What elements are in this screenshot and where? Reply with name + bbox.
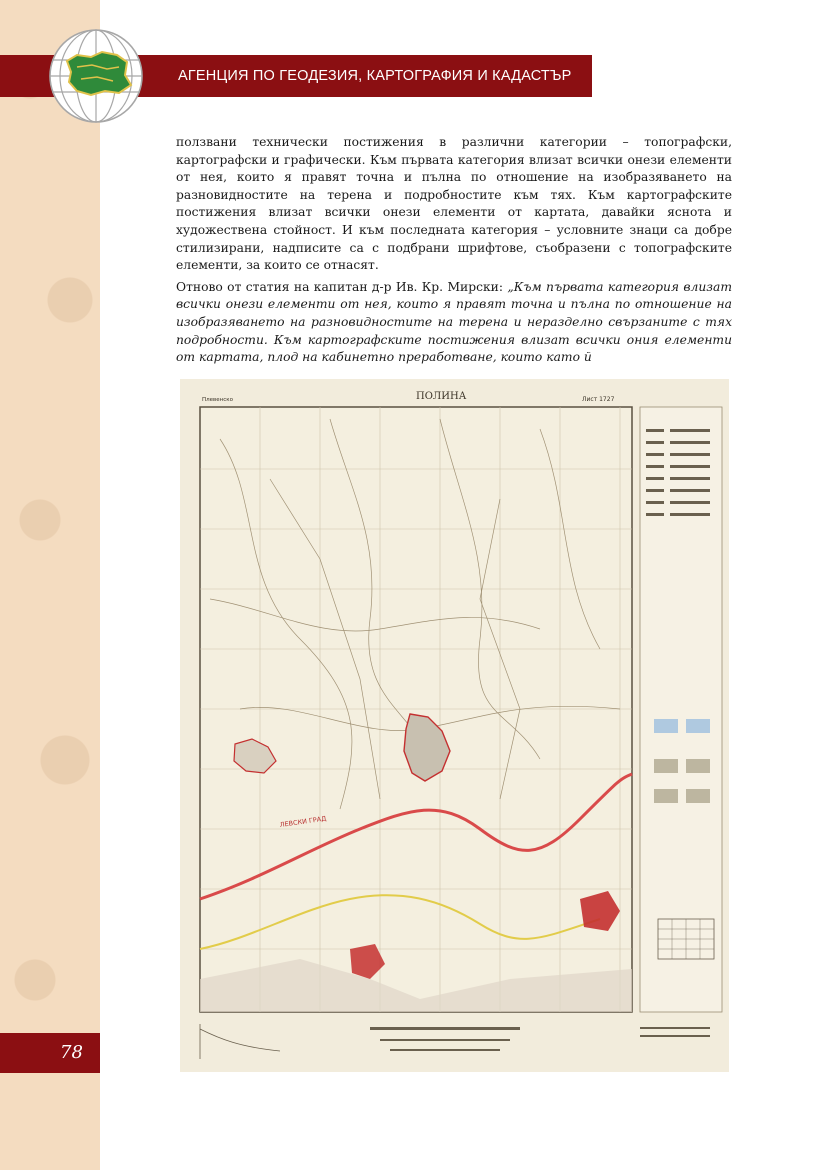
article-text <box>176 134 732 371</box>
decorative-sidebar <box>0 0 100 1170</box>
page-number: 78 <box>60 1042 83 1063</box>
agency-globe-logo <box>47 27 145 125</box>
paragraph-2 <box>176 279 732 367</box>
paragraph-2-lead: Отново от статия на капитан д-р Ив. Кр. Мирски: <box>176 279 508 294</box>
map-river-label: ЛЕВСКИ ГРАД <box>279 814 327 829</box>
paragraph-1: ползвани технически постижения в различни категории – топографски, картографски и графически. Към първата категория влизат всички онези елементи от нея, които я правят точна и пълна по отношение на изобразяването на разновидностите на терена и подробностите към тях. Към картографските постижения влизат всички онези елементи от картата, давайки яснота и художествена стойност. И към последната категория – условните знаци са добре стилизирани, надписите са с подбрани шрифтове, съобразени с топографските елементи, за които се отнасят. <box>176 135 732 273</box>
map-corner-label: Плевенско <box>202 397 233 403</box>
paragraph-2-quote: „Към първата категория влизат всички онези елементи от нея, които я правят точна и пълна по отношение на изобразяването на разновидностите на терена и неразделно свързаните с тях подробности. Към картографските постижения влизат всички ония елементи от картата, плод на кабинетно преработване, които като й <box>176 279 732 365</box>
map-title: ПОЛИНА <box>416 391 467 402</box>
topographic-map-image <box>180 379 729 1072</box>
page-number-band <box>0 1033 100 1073</box>
map-sheet: Лист 1727 <box>582 396 615 403</box>
agency-title: АГЕНЦИЯ ПО ГЕОДЕЗИЯ, КАРТОГРАФИЯ И КАДАСТЪР <box>178 68 572 84</box>
